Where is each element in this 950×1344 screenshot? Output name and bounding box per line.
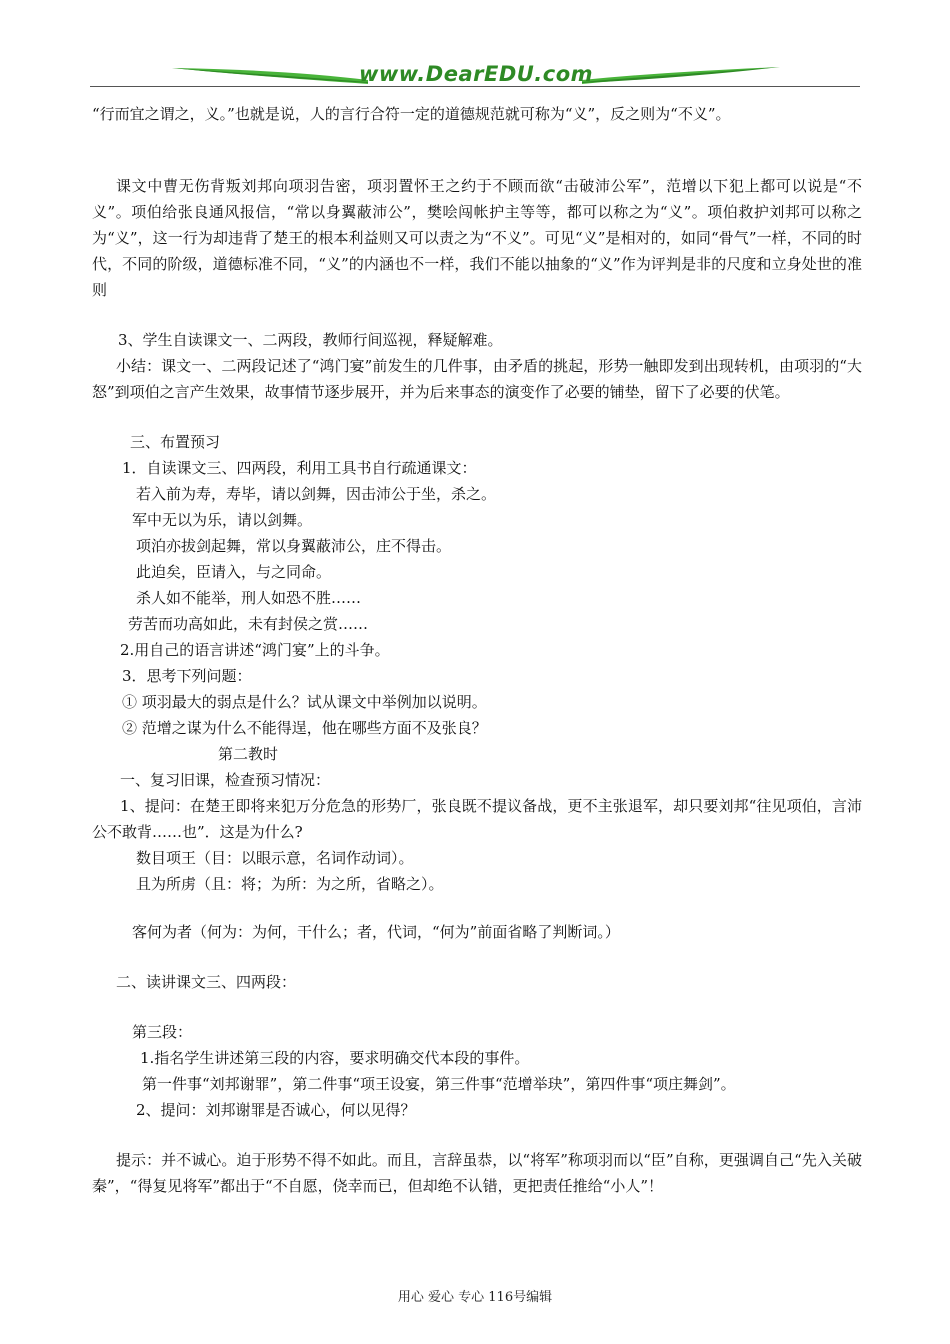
- list-item: 客何为者（何为：为何，干什么；者，代词，“何为”前面省略了判断词。）: [132, 923, 620, 941]
- section-heading: 一、复习旧课，检查预习情况：: [120, 771, 331, 789]
- paragraph: 小结：课文一、二两段记述了“鸿门宴”前发生的几件事，由矛盾的挑起，形势一触即发到出现转机，由项羽的“大怒”到项伯之言产生效果，故事情节逐步展开，并为后来事态的演变作了必要的铺垫，留下了必要的伏笔。: [92, 357, 862, 401]
- list-item: 1.指名学生讲述第三段的内容，要求明确交代本段的事件。: [140, 1049, 530, 1067]
- list-item: 此迫矣，臣请入，与之同命。: [136, 563, 332, 581]
- paragraph: 提示：并不诚心。迫于形势不得不如此。而且，言辞虽恭，以“将军”称项羽而以“臣”自称，更强调自己“先入关破秦”，“得复见将军”都出于“不自愿，侥幸而已，但却绝不认错，更把责任推给“小人”！: [92, 1151, 862, 1195]
- paragraph: 3、学生自读课文一、二两段，教师行间巡视，释疑解难。: [118, 331, 503, 349]
- header-divider: [90, 86, 860, 87]
- list-item: 1．自读课文三、四两段，利用工具书自行疏通课文：: [122, 459, 477, 477]
- list-item: 项泊亦拔剑起舞，常以身翼蔽沛公，庄不得击。: [136, 537, 452, 555]
- list-item: ① 项羽最大的弱点是什么？试从课文中举例加以说明。: [122, 693, 487, 711]
- section-heading: 二、读讲课文三、四两段：: [116, 973, 297, 991]
- paragraph: “行而宜之谓之，义。”也就是说，人的言行合符一定的道德规范就可称为“义”，反之则为“不义”。: [92, 105, 731, 123]
- list-item: 第一件事“刘邦谢罪”，第二件事“项王设宴，第三件事“范增举玦”，第四件事“项庄舞剑”。: [142, 1075, 736, 1093]
- list-item: 3．思考下列问题：: [122, 667, 252, 685]
- list-item: 若入前为寿，寿毕，请以剑舞，因击沛公于坐，杀之。: [136, 485, 497, 503]
- section-heading: 三、布置预习: [130, 433, 221, 451]
- page-header: [0, 0, 950, 95]
- list-item: 杀人如不能举，刑人如恐不胜……: [136, 589, 362, 607]
- list-item: 2.用自己的语言讲述“鸿门宴”上的斗争。: [120, 641, 390, 659]
- document-body: [92, 98, 862, 1199]
- section-heading: 第二教时: [218, 745, 279, 763]
- list-item: 军中无以为乐，请以剑舞。: [132, 511, 313, 529]
- page-footer: 用心 爱心 专心 116号编辑: [397, 1290, 553, 1305]
- list-item: 且为所虏（且：将；为所：为之所，省略之）。: [136, 875, 444, 893]
- list-item: 数目项王（目：以眼示意，名词作动词）。: [136, 849, 414, 867]
- list-item: 劳苦而功高如此，未有封侯之赏……: [128, 615, 369, 633]
- section-heading: 第三段：: [132, 1023, 193, 1041]
- list-item: ② 范增之谋为什么不能得逞，他在哪些方面不及张良？: [122, 719, 487, 737]
- paragraph: 课文中曹无伤背叛刘邦向项羽告密，项羽置怀王之约于不顾而欲“击破沛公军”，范增以下犯上都可以说是“不义”。项伯给张良通风报信，“常以身翼蔽沛公”，樊哙闯帐护主等等，都可以称之为“义”。项伯救护刘邦可以称之为“义”，这一行为却违背了楚王的根本利益则又可以责之为“不义”。可见“义”是相对的，如同“骨气”一样，不同的时代，不同的阶级，道德标准不同，“义”的内涵也不一样，我们不能以抽象的“义”作为评判是非的尺度和立身处世的准则: [92, 177, 862, 299]
- logo-text: www.DearEDU.com: [358, 62, 594, 86]
- list-item: 2、提问：刘邦谢罪是否诚心，何以见得？: [136, 1101, 416, 1119]
- paragraph: 1、提问：在楚王即将来犯万分危急的形势厂，张良既不提议备战，更不主张退军，却只要刘邦“往见项伯，言沛公不敢背……也”．这是为什么?: [92, 797, 862, 841]
